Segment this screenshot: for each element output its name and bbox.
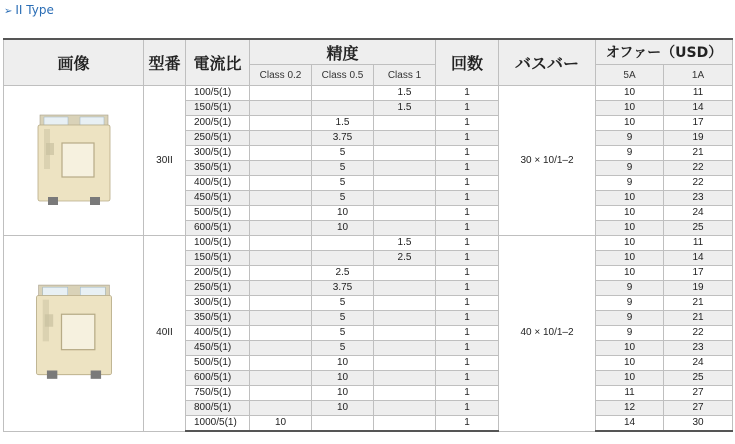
class-0-2-cell <box>250 191 312 206</box>
turns-cell: 1 <box>436 131 499 146</box>
offer-5a-cell: 10 <box>596 341 664 356</box>
section-title-text: II Type <box>15 3 54 17</box>
ratio-cell: 500/5(1) <box>186 356 250 371</box>
class-1-cell <box>374 386 436 401</box>
class-1-cell <box>374 266 436 281</box>
ratio-cell: 600/5(1) <box>186 371 250 386</box>
offer-1a-cell: 19 <box>664 281 733 296</box>
ratio-cell: 350/5(1) <box>186 311 250 326</box>
ratio-cell: 400/5(1) <box>186 326 250 341</box>
class-1-cell <box>374 356 436 371</box>
busbar-cell: 40 × 10/1–2 <box>499 236 596 432</box>
class-0-5-cell: 3.75 <box>312 131 374 146</box>
class-0-2-cell <box>250 356 312 371</box>
offer-5a-cell: 10 <box>596 221 664 236</box>
class-0-2-cell <box>250 86 312 101</box>
class-0-2-cell <box>250 296 312 311</box>
turns-cell: 1 <box>436 206 499 221</box>
offer-5a-cell: 9 <box>596 131 664 146</box>
offer-1a-cell: 30 <box>664 416 733 432</box>
turns-cell: 1 <box>436 146 499 161</box>
class-1-cell <box>374 161 436 176</box>
class-0-5-cell: 10 <box>312 206 374 221</box>
class-1-cell <box>374 371 436 386</box>
header-offer: オファー（USD） <box>596 39 733 65</box>
ratio-cell: 300/5(1) <box>186 146 250 161</box>
offer-1a-cell: 24 <box>664 356 733 371</box>
ratio-cell: 100/5(1) <box>186 236 250 251</box>
offer-1a-cell: 23 <box>664 341 733 356</box>
turns-cell: 1 <box>436 161 499 176</box>
offer-1a-cell: 22 <box>664 161 733 176</box>
class-0-5-cell: 5 <box>312 311 374 326</box>
section-heading <box>4 2 54 18</box>
turns-cell: 1 <box>436 236 499 251</box>
class-0-5-cell: 5 <box>312 176 374 191</box>
header-image: 画像 <box>4 39 144 86</box>
ratio-cell: 450/5(1) <box>186 191 250 206</box>
turns-cell: 1 <box>436 191 499 206</box>
ratio-cell: 200/5(1) <box>186 266 250 281</box>
ratio-cell: 300/5(1) <box>186 296 250 311</box>
class-1-cell <box>374 221 436 236</box>
busbar-cell: 30 × 10/1–2 <box>499 86 596 236</box>
class-0-5-cell <box>312 416 374 432</box>
class-0-2-cell <box>250 101 312 116</box>
ratio-cell: 150/5(1) <box>186 251 250 266</box>
turns-cell: 1 <box>436 326 499 341</box>
class-0-5-cell: 10 <box>312 221 374 236</box>
header-offer-5a: 5A <box>596 65 664 86</box>
spec-table <box>3 38 733 432</box>
class-1-cell <box>374 401 436 416</box>
class-0-2-cell <box>250 371 312 386</box>
class-1-cell <box>374 416 436 432</box>
class-0-2-cell <box>250 341 312 356</box>
turns-cell: 1 <box>436 371 499 386</box>
turns-cell: 1 <box>436 176 499 191</box>
offer-1a-cell: 27 <box>664 401 733 416</box>
offer-1a-cell: 22 <box>664 326 733 341</box>
header-busbar: バスバー <box>499 39 596 86</box>
ratio-cell: 1000/5(1) <box>186 416 250 432</box>
offer-1a-cell: 21 <box>664 311 733 326</box>
class-1-cell: 1.5 <box>374 236 436 251</box>
offer-5a-cell: 10 <box>596 206 664 221</box>
offer-5a-cell: 10 <box>596 371 664 386</box>
header-accuracy: 精度 <box>250 39 436 65</box>
header-ratio: 電流比 <box>186 39 250 86</box>
class-0-5-cell: 5 <box>312 296 374 311</box>
offer-5a-cell: 10 <box>596 191 664 206</box>
ratio-cell: 350/5(1) <box>186 161 250 176</box>
class-0-2-cell <box>250 236 312 251</box>
class-0-2-cell <box>250 131 312 146</box>
offer-1a-cell: 27 <box>664 386 733 401</box>
product-image-cell <box>4 236 144 432</box>
class-0-2-cell <box>250 386 312 401</box>
ratio-cell: 400/5(1) <box>186 176 250 191</box>
header-class-1: Class 1 <box>374 65 436 86</box>
turns-cell: 1 <box>436 101 499 116</box>
offer-5a-cell: 9 <box>596 161 664 176</box>
ratio-cell: 750/5(1) <box>186 386 250 401</box>
turns-cell: 1 <box>436 356 499 371</box>
current-transformer-image <box>29 283 119 383</box>
product-image-cell <box>4 86 144 236</box>
offer-5a-cell: 9 <box>596 311 664 326</box>
offer-5a-cell: 10 <box>596 251 664 266</box>
class-1-cell <box>374 116 436 131</box>
turns-cell: 1 <box>436 311 499 326</box>
ratio-cell: 600/5(1) <box>186 221 250 236</box>
offer-1a-cell: 17 <box>664 266 733 281</box>
header-class-0-5: Class 0.5 <box>312 65 374 86</box>
turns-cell: 1 <box>436 221 499 236</box>
offer-1a-cell: 14 <box>664 101 733 116</box>
class-0-2-cell <box>250 401 312 416</box>
current-transformer-image <box>34 113 114 209</box>
offer-1a-cell: 25 <box>664 371 733 386</box>
turns-cell: 1 <box>436 251 499 266</box>
offer-1a-cell: 21 <box>664 296 733 311</box>
class-1-cell: 1.5 <box>374 86 436 101</box>
class-0-5-cell: 3.75 <box>312 281 374 296</box>
header-model: 型番 <box>144 39 186 86</box>
class-0-2-cell <box>250 146 312 161</box>
offer-5a-cell: 9 <box>596 326 664 341</box>
offer-1a-cell: 11 <box>664 236 733 251</box>
turns-cell: 1 <box>436 386 499 401</box>
ratio-cell: 500/5(1) <box>186 206 250 221</box>
class-0-5-cell: 5 <box>312 326 374 341</box>
turns-cell: 1 <box>436 116 499 131</box>
offer-5a-cell: 12 <box>596 401 664 416</box>
class-0-2-cell <box>250 116 312 131</box>
chevron-right-icon: ➢ <box>4 6 13 17</box>
header-turns: 回数 <box>436 39 499 86</box>
offer-5a-cell: 9 <box>596 281 664 296</box>
class-1-cell <box>374 296 436 311</box>
ratio-cell: 450/5(1) <box>186 341 250 356</box>
turns-cell: 1 <box>436 296 499 311</box>
model-cell: 40II <box>144 236 186 432</box>
class-1-cell <box>374 206 436 221</box>
class-0-5-cell: 1.5 <box>312 116 374 131</box>
class-0-2-cell: 10 <box>250 416 312 432</box>
offer-5a-cell: 10 <box>596 356 664 371</box>
offer-1a-cell: 22 <box>664 176 733 191</box>
class-1-cell <box>374 326 436 341</box>
offer-1a-cell: 14 <box>664 251 733 266</box>
class-0-5-cell: 2.5 <box>312 266 374 281</box>
table-row <box>4 86 733 101</box>
class-1-cell <box>374 311 436 326</box>
offer-1a-cell: 17 <box>664 116 733 131</box>
class-1-cell <box>374 131 436 146</box>
offer-5a-cell: 14 <box>596 416 664 432</box>
header-class-0-2: Class 0.2 <box>250 65 312 86</box>
turns-cell: 1 <box>436 86 499 101</box>
turns-cell: 1 <box>436 341 499 356</box>
class-0-2-cell <box>250 176 312 191</box>
ratio-cell: 100/5(1) <box>186 86 250 101</box>
class-0-2-cell <box>250 206 312 221</box>
offer-5a-cell: 10 <box>596 266 664 281</box>
class-0-2-cell <box>250 221 312 236</box>
turns-cell: 1 <box>436 281 499 296</box>
class-1-cell: 2.5 <box>374 251 436 266</box>
model-cell: 30II <box>144 86 186 236</box>
offer-5a-cell: 10 <box>596 236 664 251</box>
class-0-2-cell <box>250 326 312 341</box>
ratio-cell: 250/5(1) <box>186 281 250 296</box>
class-0-5-cell <box>312 236 374 251</box>
turns-cell: 1 <box>436 401 499 416</box>
offer-5a-cell: 9 <box>596 296 664 311</box>
class-0-5-cell <box>312 251 374 266</box>
offer-1a-cell: 24 <box>664 206 733 221</box>
ratio-cell: 250/5(1) <box>186 131 250 146</box>
class-0-5-cell: 10 <box>312 371 374 386</box>
class-0-5-cell: 5 <box>312 146 374 161</box>
ratio-cell: 800/5(1) <box>186 401 250 416</box>
class-0-2-cell <box>250 251 312 266</box>
class-1-cell <box>374 176 436 191</box>
class-0-5-cell <box>312 101 374 116</box>
class-1-cell <box>374 146 436 161</box>
offer-5a-cell: 10 <box>596 116 664 131</box>
offer-5a-cell: 9 <box>596 176 664 191</box>
class-1-cell <box>374 281 436 296</box>
class-0-5-cell: 5 <box>312 191 374 206</box>
offer-1a-cell: 23 <box>664 191 733 206</box>
class-0-5-cell: 5 <box>312 341 374 356</box>
table-row <box>4 236 733 251</box>
offer-1a-cell: 19 <box>664 131 733 146</box>
ratio-cell: 150/5(1) <box>186 101 250 116</box>
class-0-5-cell: 10 <box>312 386 374 401</box>
class-0-2-cell <box>250 311 312 326</box>
offer-1a-cell: 25 <box>664 221 733 236</box>
offer-5a-cell: 10 <box>596 101 664 116</box>
class-0-2-cell <box>250 161 312 176</box>
class-0-5-cell: 5 <box>312 161 374 176</box>
class-0-2-cell <box>250 266 312 281</box>
offer-1a-cell: 21 <box>664 146 733 161</box>
offer-5a-cell: 11 <box>596 386 664 401</box>
offer-1a-cell: 11 <box>664 86 733 101</box>
offer-5a-cell: 9 <box>596 146 664 161</box>
ratio-cell: 200/5(1) <box>186 116 250 131</box>
turns-cell: 1 <box>436 266 499 281</box>
class-1-cell <box>374 191 436 206</box>
class-1-cell <box>374 341 436 356</box>
offer-5a-cell: 10 <box>596 86 664 101</box>
header-offer-1a: 1A <box>664 65 733 86</box>
class-0-5-cell <box>312 86 374 101</box>
class-0-5-cell: 10 <box>312 356 374 371</box>
class-0-2-cell <box>250 281 312 296</box>
class-0-5-cell: 10 <box>312 401 374 416</box>
turns-cell: 1 <box>436 416 499 432</box>
class-1-cell: 1.5 <box>374 101 436 116</box>
